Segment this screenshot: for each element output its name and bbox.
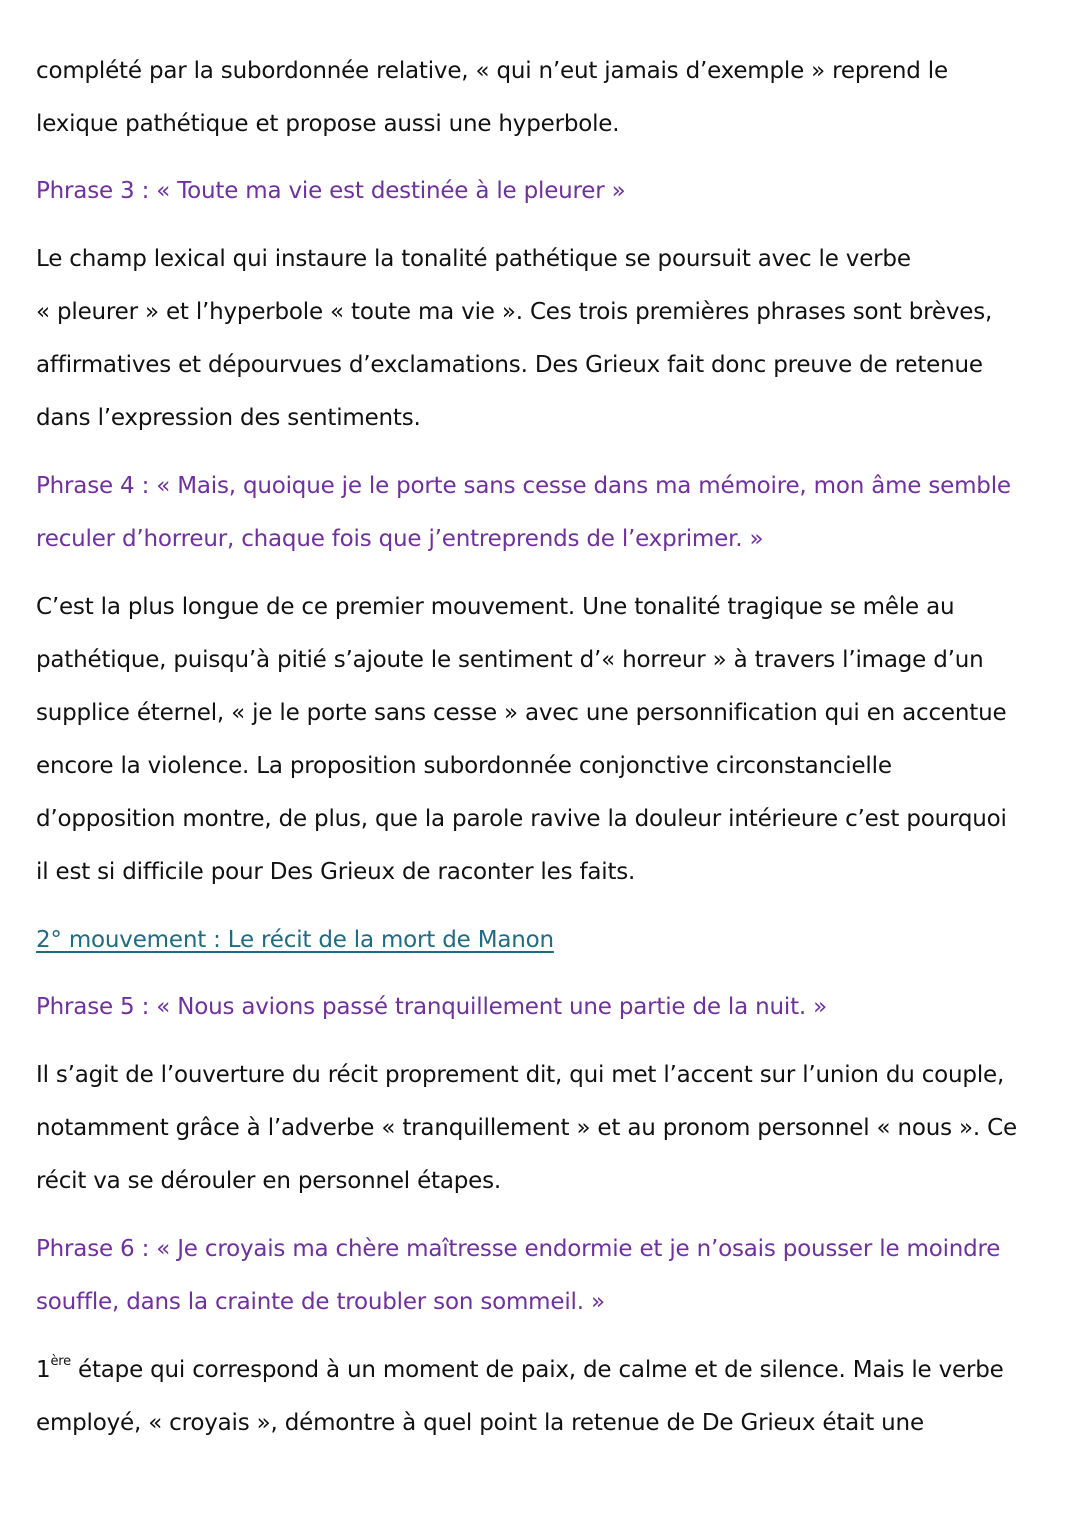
paragraph-line: lexique pathétique et propose aussi une hyperbole. <box>36 111 620 137</box>
quote-phrase-5: Phrase 5 : « Nous avions passé tranquillement une partie de la nuit. » <box>36 994 827 1020</box>
paragraph-line: supplice éternel, « je le porte sans cesse » avec une personnification qui en accentue <box>36 700 1007 726</box>
paragraph-line: dans l’expression des sentiments. <box>36 405 421 431</box>
paragraph-line: notamment grâce à l’adverbe « tranquillement » et au pronom personnel « nous ». Ce <box>36 1115 1017 1141</box>
paragraph-line: C’est la plus longue de ce premier mouvement. Une tonalité tragique se mêle au <box>36 594 955 620</box>
paragraph-line: affirmatives et dépourvues d’exclamations. Des Grieux fait donc preuve de retenue <box>36 352 983 378</box>
quote-phrase-4-cont: reculer d’horreur, chaque fois que j’entreprends de l’exprimer. » <box>36 526 764 552</box>
paragraph-line: Il s’agit de l’ouverture du récit proprement dit, qui met l’accent sur l’union du couple, <box>36 1062 1005 1088</box>
paragraph-line: Le champ lexical qui instaure la tonalité pathétique se poursuit avec le verbe <box>36 246 911 272</box>
paragraph-line: récit va se dérouler en personnel étapes. <box>36 1168 501 1194</box>
paragraph-line: il est si difficile pour Des Grieux de raconter les faits. <box>36 859 636 885</box>
paragraph-line: complété par la subordonnée relative, « qui n’eut jamais d’exemple » reprend le <box>36 58 948 84</box>
paragraph-line: « pleurer » et l’hyperbole « toute ma vie ». Ces trois premières phrases sont brèves, <box>36 299 993 325</box>
paragraph-line: employé, « croyais », démontre à quel point la retenue de De Grieux était une <box>36 1410 924 1436</box>
ordinal-suffix: ère <box>50 1354 71 1370</box>
section-heading: 2° mouvement : Le récit de la mort de Manon <box>36 927 554 953</box>
paragraph-line: pathétique, puisqu’à pitié s’ajoute le sentiment d’« horreur » à travers l’image d’un <box>36 647 984 673</box>
paragraph-line <box>36 1355 1004 1385</box>
quote-phrase-3: Phrase 3 : « Toute ma vie est destinée à le pleurer » <box>36 178 626 204</box>
paragraph-line: d’opposition montre, de plus, que la parole ravive la douleur intérieure c’est pourquoi <box>36 806 1007 832</box>
paragraph-line: encore la violence. La proposition subordonnée conjonctive circonstancielle <box>36 753 892 779</box>
ordinal-number: 1 <box>36 1357 51 1383</box>
quote-phrase-6-cont: souffle, dans la crainte de troubler son sommeil. » <box>36 1289 605 1315</box>
quote-phrase-6: Phrase 6 : « Je croyais ma chère maîtresse endormie et je n’osais pousser le moindre <box>36 1236 1001 1262</box>
paragraph-text: étape qui correspond à un moment de paix, de calme et de silence. Mais le verbe <box>70 1357 1004 1383</box>
quote-phrase-4: Phrase 4 : « Mais, quoique je le porte sans cesse dans ma mémoire, mon âme semble <box>36 473 1011 499</box>
